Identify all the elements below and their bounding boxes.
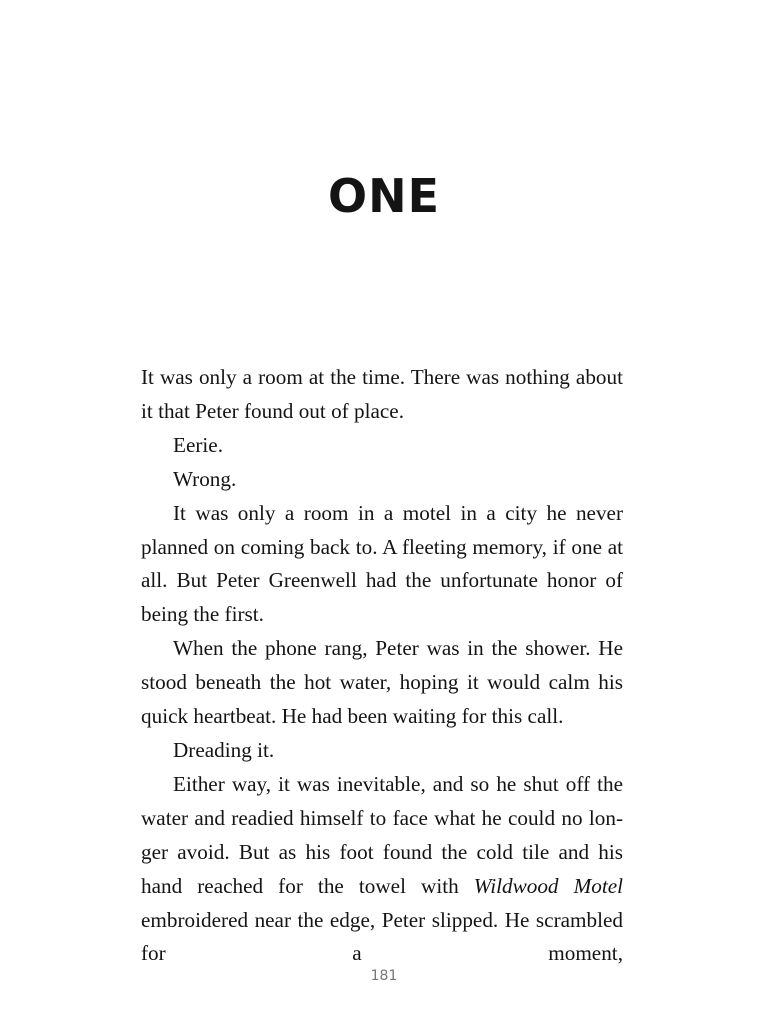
paragraph-7 bbox=[141, 768, 623, 971]
page-number: 181 bbox=[370, 968, 398, 984]
paragraph-6: Dreading it. bbox=[173, 737, 275, 762]
chapter-title: ONE bbox=[327, 169, 441, 223]
paragraph-3: Wrong. bbox=[173, 466, 237, 491]
body-text bbox=[141, 361, 623, 971]
paragraph-2: Eerie. bbox=[173, 432, 223, 457]
motel-name-italic: Wildwood Motel bbox=[473, 873, 623, 898]
paragraph-1: It was only a room at the time. There was nothing about it that Peter found out of place. bbox=[141, 365, 623, 423]
paragraph-5: When the phone rang, Peter was in the shower. He stood beneath the hot water, hoping it would calm his quick heartbeat. He had been waiting for this call. bbox=[141, 636, 623, 729]
paragraph-7-start: Either way, it was inevitable, and so he shut off the water and readied himself to face what he could no longer avoid. But as his foot found the cold tile and his hand reached for the towel with bbox=[141, 771, 623, 898]
paragraph-4: It was only a room in a motel in a city he never planned on coming back to. A fleeting memory, if one at all. But Peter Greenwell had the unfortunate honor of being the first. bbox=[141, 500, 623, 627]
paragraph-7-end: embroidered near the edge, Peter slipped. He scrambled for a moment, bbox=[141, 907, 623, 966]
